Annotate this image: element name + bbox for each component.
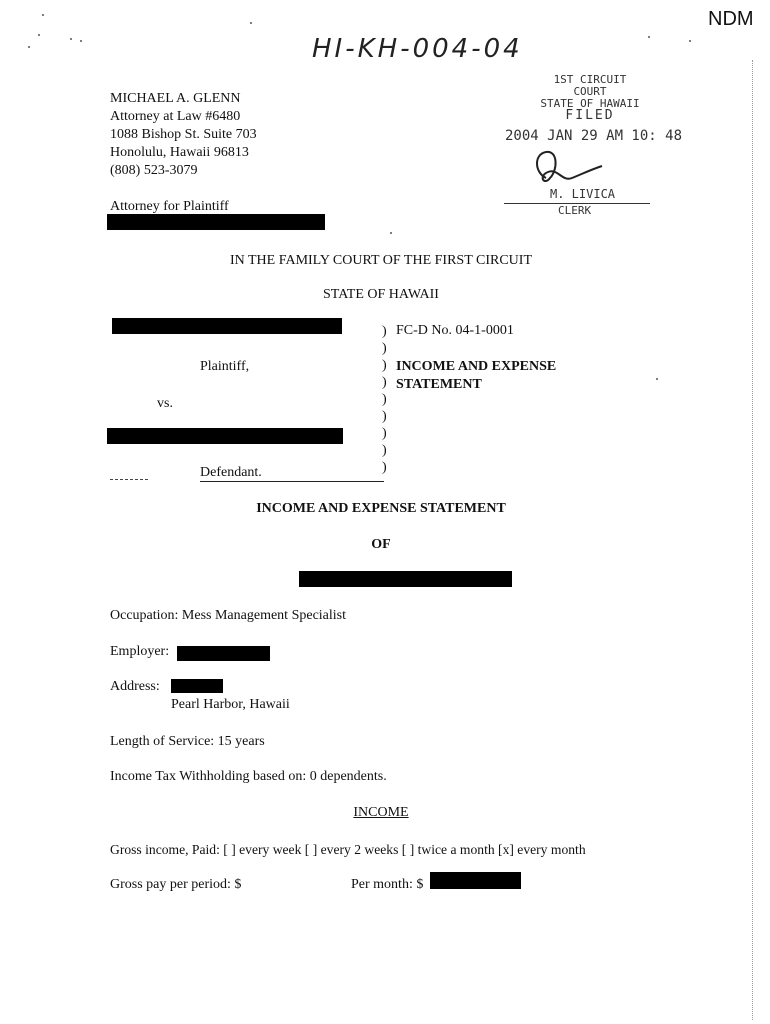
ndm-mark: NDM	[708, 8, 754, 30]
scan-speck	[656, 378, 658, 380]
attorney-phone: (808) 523-3079	[110, 163, 198, 178]
court-state-text: STATE OF HAWAII	[323, 287, 439, 302]
defendant-name-redaction	[107, 428, 343, 444]
occupation-field: Occupation: Mess Management Specialist	[110, 608, 346, 623]
income-heading: INCOME	[353, 805, 409, 820]
stamp-court: 1ST CIRCUIT COURT	[553, 73, 627, 98]
caption-dash	[110, 479, 148, 480]
stamp-datetime: 2004 JAN 29 AM 10: 48	[505, 128, 683, 144]
tax-withholding: Income Tax Withholding based on: 0 dependents.	[110, 769, 387, 784]
scan-speck	[250, 22, 252, 24]
caption-underline	[200, 481, 384, 482]
attorney-name: MICHAEL A. GLENN	[110, 91, 241, 106]
attorney-address-line2: Honolulu, Hawaii 96813	[110, 145, 249, 160]
attorney-role: Attorney for Plaintiff	[110, 199, 229, 214]
court-heading	[0, 252, 770, 270]
gross-income-paid: Gross income, Paid: [ ] every week [ ] every 2 weeks [ ] twice a month [x] every month	[110, 842, 586, 857]
party-name-redaction	[299, 571, 512, 587]
scan-speck	[28, 46, 30, 48]
gross-pay-per-period: Gross pay per period: $	[110, 877, 242, 892]
caption-title-line1: INCOME AND EXPENSE	[396, 359, 557, 374]
redaction-bar	[107, 214, 325, 230]
stamp-state: STATE OF HAWAII	[540, 97, 640, 110]
scan-speck	[80, 40, 82, 42]
employer-redaction	[177, 646, 270, 661]
defendant-label: Defendant.	[200, 465, 262, 480]
attorney-license: Attorney at Law #6480	[110, 109, 241, 124]
scan-speck	[38, 34, 40, 36]
plaintiff-name-redaction	[112, 318, 342, 334]
caption-title-line2: STATEMENT	[396, 377, 482, 392]
case-number: FC-D No. 04-1-0001	[396, 323, 514, 338]
vs-label: vs.	[157, 396, 173, 411]
address-label: Address:	[110, 679, 160, 694]
scan-speck	[70, 38, 72, 40]
handwritten-case-code: HI-KH-004-04	[312, 34, 523, 64]
court-state	[0, 286, 770, 304]
court-name: IN THE FAMILY COURT OF THE FIRST CIRCUIT	[229, 253, 533, 268]
scan-speck	[390, 232, 392, 234]
stamp-clerk-name: M. LIVICA	[550, 187, 616, 201]
filing-stamp	[538, 74, 642, 122]
stamp-clerk-title: CLERK	[558, 204, 592, 217]
income-heading-wrap	[0, 804, 770, 822]
scan-speck	[42, 14, 44, 16]
attorney-address-line1: 1088 Bishop St. Suite 703	[110, 127, 257, 142]
statement-title-wrap	[0, 500, 770, 518]
scan-speck	[648, 36, 650, 38]
length-of-service: Length of Service: 15 years	[110, 734, 265, 749]
address-city: Pearl Harbor, Hawaii	[171, 697, 290, 712]
statement-title: INCOME AND EXPENSE STATEMENT	[256, 501, 506, 516]
caption-paren-column: ) ) ) ) ) ) ) ) )	[382, 324, 387, 475]
clerk-signature	[528, 148, 618, 190]
stamp-filed: FILED	[565, 108, 615, 123]
statement-of-wrap	[0, 536, 770, 554]
scan-speck	[689, 40, 691, 42]
plaintiff-label: Plaintiff,	[200, 359, 250, 374]
per-month-label: Per month: $	[351, 877, 424, 892]
per-month-redaction	[430, 872, 521, 889]
employer-label: Employer:	[110, 644, 170, 659]
statement-of: OF	[371, 537, 391, 552]
address-redaction	[171, 679, 223, 693]
